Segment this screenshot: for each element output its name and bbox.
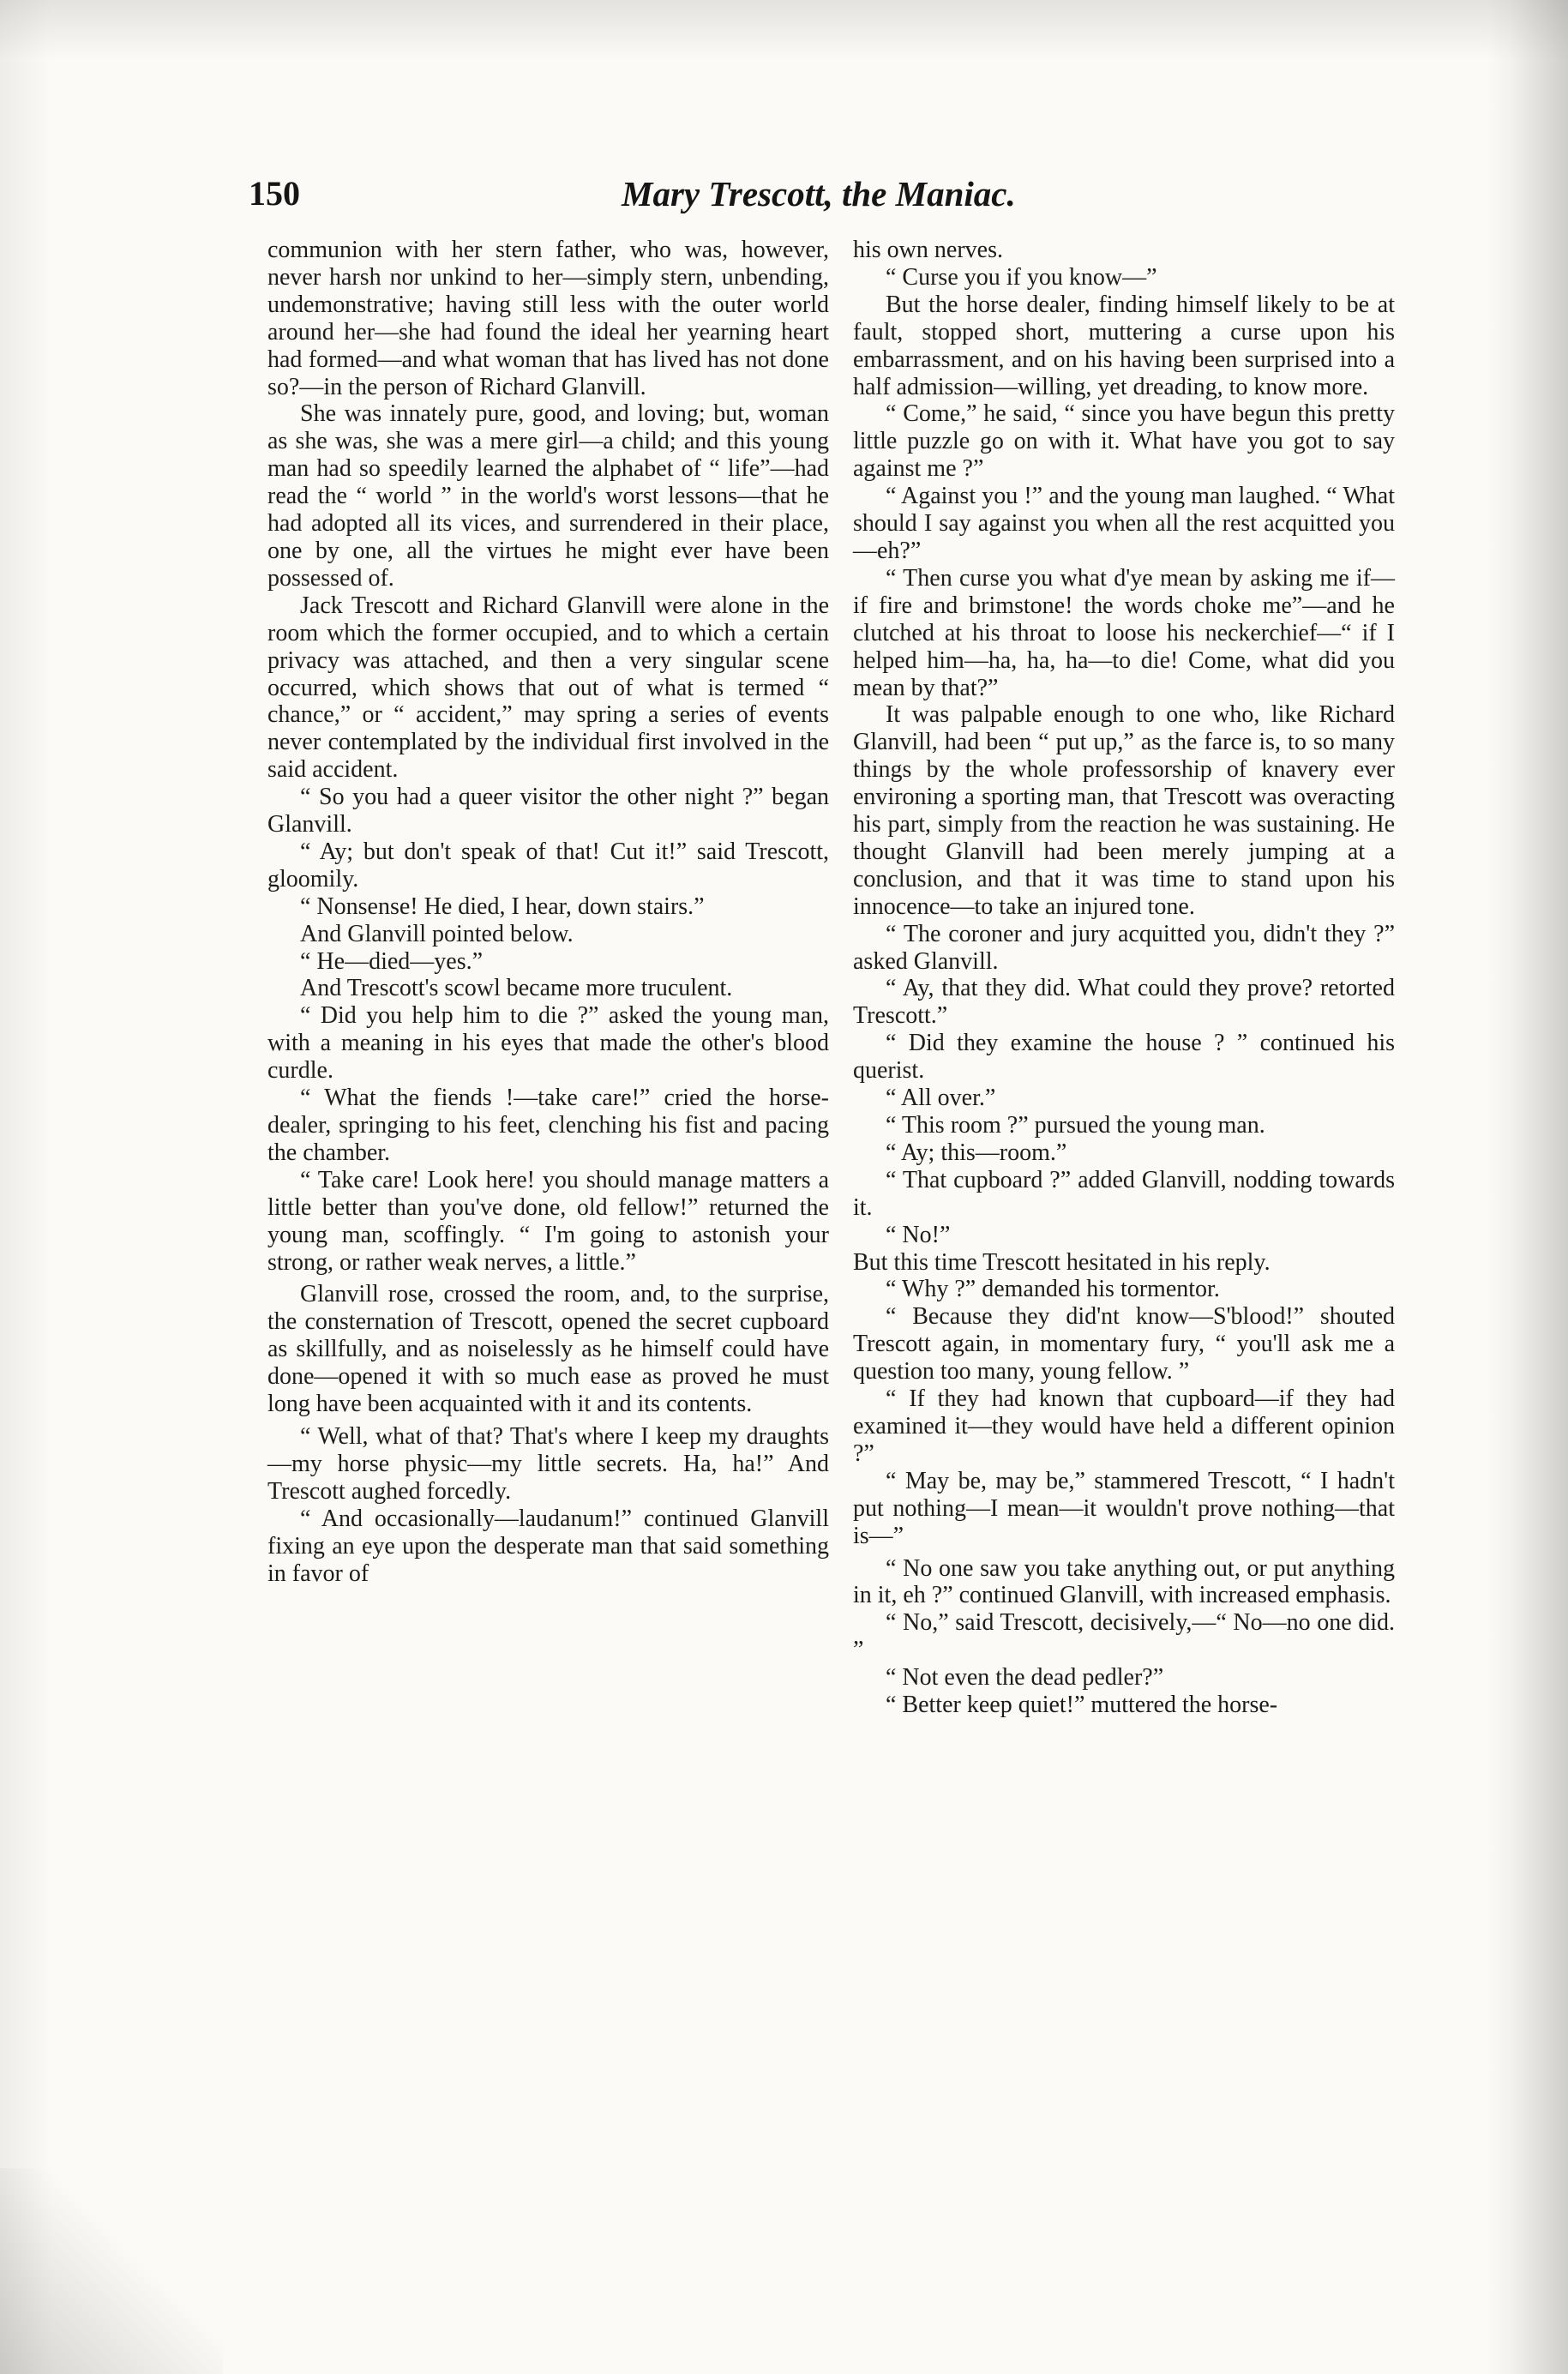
paragraph: She was innately pure, good, and loving; but, woman as she was, she was a mere girl—a child; and this young man had so speedily learned the alphabet of “ life”—had read the “ world ” in the world's worst lessons—that he had adopted all its vices, and surrendered in their place, one by one, all the virtues he might ever have been possessed of.: [267, 400, 829, 592]
paragraph: “ And occasionally—laudanum!” continued Glanvill fixing an eye upon the desperate man that said something in favor of: [267, 1505, 829, 1587]
paragraph: “ Then curse you what d'ye mean by asking me if—if fire and brimstone! the words choke me”—and he clutched at his throat to loose his neckerchief—“ if I helped him—ha, ha, ha—to die! Come, what did you mean by that?”: [853, 564, 1395, 701]
left-column: [267, 237, 829, 1587]
paragraph: “ Because they did'nt know—S'blood!” shouted Trescott again, in momentary fury, “ you'll ask me a question too many, young fellow. ”: [853, 1303, 1395, 1385]
scan-shadow-right: [1487, 0, 1568, 2374]
paragraph: his own nerves.: [853, 237, 1003, 263]
paragraph: “ No one saw you take anything out, or put anything in it, eh ?” continued Glanvill, with increased emphasis.: [853, 1554, 1395, 1609]
running-title: Mary Trescott, the Maniac.: [622, 174, 1016, 213]
paragraph: “ What the fiends !—take care!” cried the horse-dealer, springing to his feet, clenching his fist and pacing the chamber.: [267, 1085, 829, 1166]
right-column: [853, 237, 1395, 1719]
paragraph: “ Better keep quiet!” muttered the horse-: [886, 1692, 1278, 1719]
paragraph: “ So you had a queer visitor the other night ?” began Glanvill.: [267, 784, 829, 838]
paragraph: “ Curse you if you know—”: [886, 263, 1157, 291]
paragraph: “ Take care! Look here! you should manage matters a little better than you've done, old fellow!” returned the young man, scoffingly. “ I'm going to astonish your strong, or rather weak nerves, a little.”: [267, 1166, 829, 1276]
paragraph: “ Ay; this—room.”: [886, 1139, 1067, 1166]
paragraph: “ Nonsense! He died, I hear, down stairs.”: [300, 893, 705, 920]
paragraph: “ This room ?” pursued the young man.: [886, 1112, 1265, 1139]
paragraph: Jack Trescott and Richard Glanvill were alone in the room which the former occupied, and to which a certain privacy was attached, and then a very singular scene occurred, which shows that out of what is termed “ chance,” or “ accident,” may spring a series of events never contemplated by the individual first involved in the said accident.: [267, 592, 829, 784]
paragraph: “ Well, what of that? That's where I keep my draughts—my horse physic—my little secrets. Ha, ha!” And Trescott aughed forcedly.: [267, 1422, 829, 1505]
paragraph: “ Why ?” demanded his tormentor.: [886, 1276, 1220, 1303]
paragraph: “ Not even the dead pedler?”: [886, 1664, 1164, 1692]
paragraph: But the horse dealer, finding himself likely to be at fault, stopped short, muttering a curse upon his embarrassment, and on his having been surprised into a half admission—willing, yet dreading, to know more.: [853, 291, 1395, 400]
paragraph: “ No!”: [886, 1221, 951, 1248]
paragraph: “ Ay; but don't speak of that! Cut it!” said Trescott, gloomily.: [267, 838, 829, 893]
paragraph: But this time Trescott hesitated in his reply.: [853, 1248, 1271, 1276]
paragraph: “ Did they examine the house ? ” continued his querist.: [853, 1030, 1395, 1085]
paragraph: “ Did you help him to die ?” asked the young man, with a meaning in his eyes that made the other's blood curdle.: [267, 1002, 829, 1085]
paragraph: “ Ay, that they did. What could they prove? retorted Trescott.”: [853, 975, 1395, 1030]
scan-shadow-top: [0, 0, 1568, 60]
paragraph: It was palpable enough to one who, like Richard Glanvill, had been “ put up,” as the farce is, to so many things by the whole professorship of knavery ever environing a sporting man, that Trescott was overacting his part, simply from the reaction he was sustaining. He thought Glanvill had been merely jumping at a conclusion, and that it was time to stand upon his innocence—to take an injured tone.: [853, 701, 1395, 920]
scan-shadow-left: [0, 0, 51, 2374]
page-number: 150: [249, 174, 300, 213]
paragraph: “ If they had known that cupboard—if they had examined it—they would have held a different opinion ?”: [853, 1385, 1395, 1467]
scan-shadow-corner: [0, 2168, 223, 2374]
paragraph: “ Against you !” and the young man laughed. “ What should I say against you when all the rest acquitted you—eh?”: [853, 483, 1395, 564]
paragraph: “ The coroner and jury acquitted you, didn't they ?” asked Glanvill.: [853, 920, 1395, 975]
paragraph: And Trescott's scowl became more truculent.: [300, 975, 733, 1002]
paragraph: communion with her stern father, who was, however, never harsh nor unkind to her—simply stern, unbending, undemonstrative; having still less with the outer world around her—she had found the ideal her yearning heart had formed—and what woman that has lived has not done so?—in the person of Richard Glanvill.: [267, 237, 829, 400]
paragraph: And Glanvill pointed below.: [300, 920, 574, 947]
running-header: [249, 173, 1380, 225]
paragraph: “ He—died—yes.”: [300, 947, 484, 975]
paragraph: “ May be, may be,” stammered Trescott, “ I hadn't put nothing—I mean—it wouldn't prove nothing—that is—”: [853, 1467, 1395, 1549]
paragraph: “ All over.”: [886, 1085, 996, 1112]
paragraph: “ No,” said Trescott, decisively,—“ No—no one did. ”: [853, 1609, 1395, 1664]
paragraph: “ That cupboard ?” added Glanvill, nodding towards it.: [853, 1166, 1395, 1221]
paragraph: “ Come,” he said, “ since you have begun this pretty little puzzle go on with it. What have you got to say against me ?”: [853, 400, 1395, 483]
paragraph: Glanvill rose, crossed the room, and, to the surprise, the consternation of Trescott, opened the secret cupboard as skillfully, and as noiselessly as he himself could have done—opened it with so much ease as proved he must long have been acquainted with it and its contents.: [267, 1281, 829, 1418]
